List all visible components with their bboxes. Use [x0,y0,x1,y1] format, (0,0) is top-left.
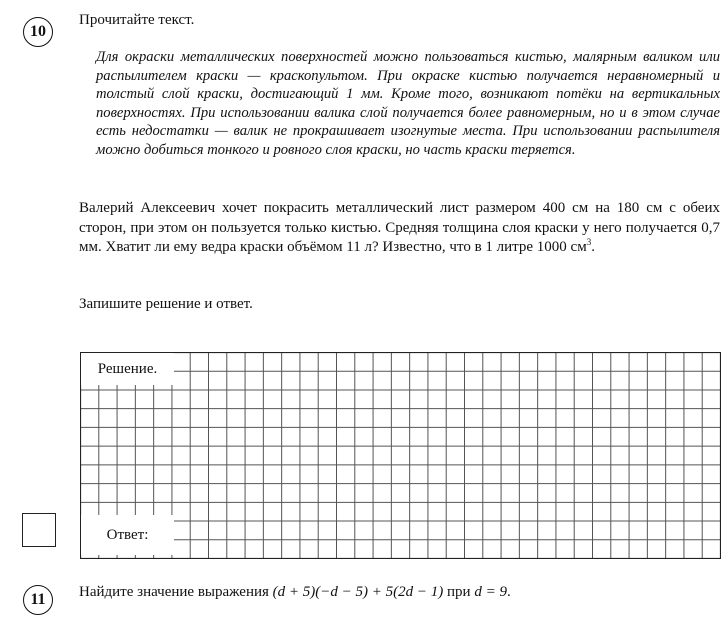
score-box[interactable] [22,513,56,547]
solution-label: Решение. [81,353,174,385]
question-number-10: 10 [23,17,53,47]
q11-prefix: Найдите значение выражения [79,584,269,600]
grid-border [81,353,721,559]
problem-text: Валерий Алексеевич хочет покрасить металлический лист размером 400 см на 180 см с обеих сторон, при этом он пользуется только кистью. Средняя толщина слоя краски у него получается 0,7 мм. Хватит ли ему ведра краски объёмом 11 л? Известно, что в 1 литре 1000 см [79,200,720,256]
reading-passage: Для окраски металлических поверхностей можно пользоваться кистью, малярным валиком или распылителем краски — краскопультом. При окраске кистью получается неравномерный и толстый слой краски, достигающий 1 мм. Кроме того, возникают потёки на вертикальных поверхностях. При использовании валика слой получается более равномерным, но и в этом случае есть недостатки — валик не прокрашивает изогнутые места. При использовании распылителя можно добиться тонкого и ровного слоя краски, но часть краски теряется. [96,49,720,158]
write-prompt: Запишите решение и ответ. [79,296,253,312]
question-number-11: 11 [23,585,53,615]
instruction-text: Прочитайте текст. [79,12,195,28]
q11-condition-word: при [447,584,471,600]
answer-label: Ответ: [81,515,174,555]
q11-expression: (d + 5)(−d − 5) + 5(2d − 1) [272,584,444,600]
grid-lines [80,352,721,559]
q11-end: . [506,584,511,600]
cube-exponent: 3 [586,237,592,248]
q11-condition: d = 9 [474,584,507,600]
answer-grid[interactable] [80,352,721,559]
problem-statement [79,199,720,258]
problem-end: . [591,239,595,256]
question-11-text [79,584,511,601]
